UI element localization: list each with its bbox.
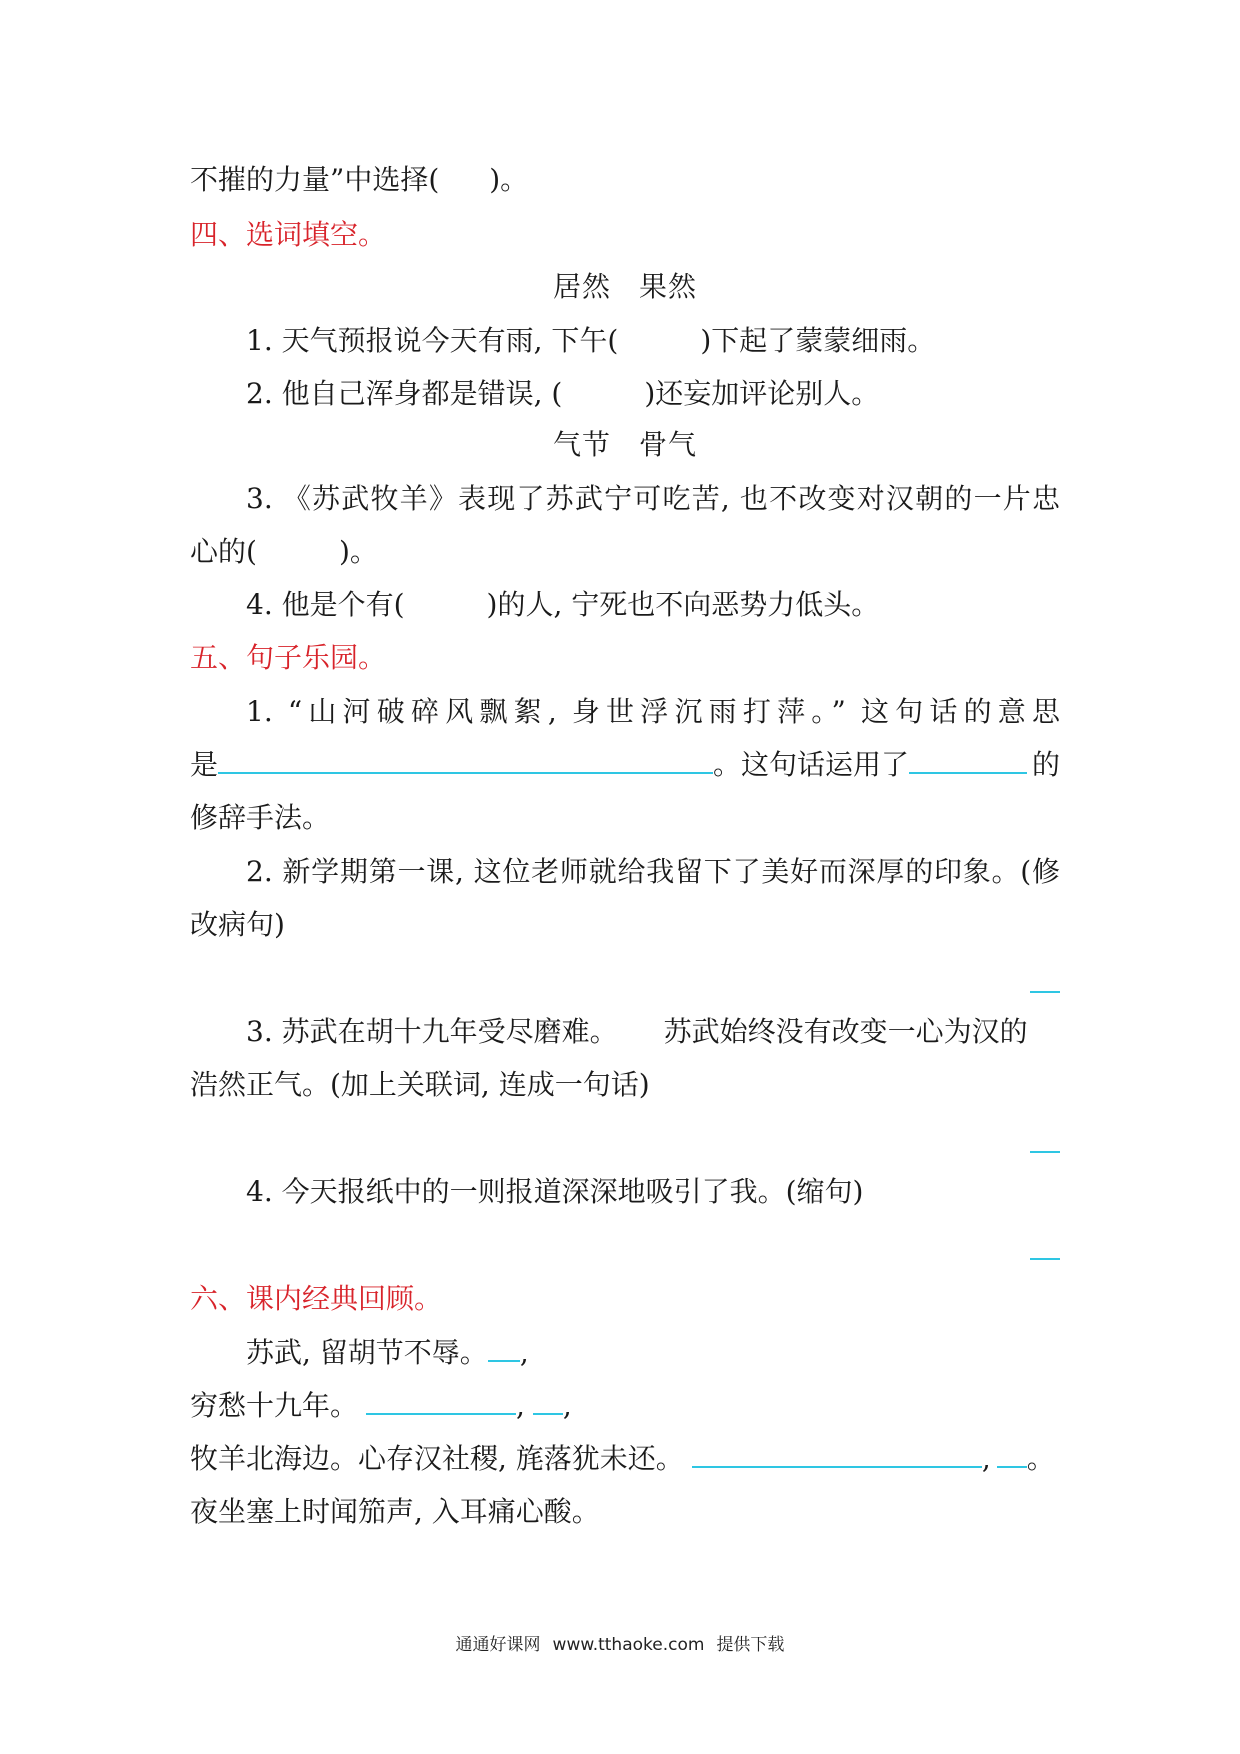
s4-q4-end: )的人, 宁死也不向恶势力低头。 — [486, 588, 880, 621]
s6-blank-4[interactable] — [692, 1438, 982, 1468]
s4-q3-line2 — [190, 530, 1060, 574]
s4-q4-text: 4. 他是个有( — [246, 588, 405, 621]
s6-line3-end: 。 — [1026, 1442, 1055, 1475]
s5-q1-line1: 1. “山河破碎风飘絮, 身世浮沉雨打萍。” 这句话的意思 — [246, 695, 1060, 728]
word-option: 居然 — [552, 270, 611, 303]
s5-q1-text-b: 。这句话运用了 — [713, 748, 910, 781]
s4-q3-line1: 3. 《苏武牧羊》表现了苏武宁可吃苦, 也不改变对汉朝的一片忠 — [246, 482, 1060, 515]
s4-q2 — [246, 372, 1060, 416]
q3-tail-text: 不摧的力量”中选择( — [190, 163, 440, 196]
s4-q4 — [246, 583, 1060, 627]
s5-q2-line1: 2. 新学期第一课, 这位老师就给我留下了美好而深厚的印象。(修 — [246, 855, 1060, 888]
word-choices-b — [190, 423, 1060, 467]
s5-q1-text-c: 的 — [1031, 748, 1060, 781]
word-option: 气节 — [552, 428, 611, 461]
s6-line3 — [190, 1437, 1060, 1481]
page-footer — [0, 1630, 1240, 1655]
s6-line1-text: 苏武, 留胡节不辱。 — [246, 1336, 488, 1369]
s6-blank-2[interactable] — [366, 1385, 516, 1415]
s6-blank-3[interactable] — [533, 1385, 563, 1415]
s5-q4-answer-line[interactable] — [1030, 1258, 1060, 1260]
word-option: 骨气 — [639, 428, 698, 461]
s6-line1-comma: , — [519, 1336, 529, 1369]
s5-q1-line3: 修辞手法。 — [190, 801, 331, 834]
s6-line2-comma-1: , — [516, 1389, 525, 1422]
s6-line4: 夜坐塞上时闻笳声, 入耳痛心酸。 — [190, 1495, 600, 1528]
s5-q3-line1 — [246, 1010, 1060, 1054]
s6-line3-text: 牧羊北海边。心存汉社稷, 旄落犹未还。 — [190, 1442, 684, 1475]
footer-url[interactable]: www.tthaoke.com — [552, 1635, 705, 1655]
s6-line2 — [190, 1384, 1060, 1428]
s4-q1-end: )下起了蒙蒙细雨。 — [700, 324, 936, 357]
s5-q3-text-a: 3. 苏武在胡十九年受尽磨难。 — [246, 1015, 618, 1048]
s5-q1-line2 — [190, 743, 1060, 787]
footer-note: 提供下载 — [716, 1635, 785, 1655]
s5-q1-rhetoric-blank[interactable] — [909, 744, 1027, 774]
s5-q2-line2: 改病句) — [190, 908, 285, 941]
s6-blank-1[interactable] — [488, 1332, 520, 1362]
s5-q2-answer-line[interactable] — [1030, 991, 1060, 993]
s5-q1-text-a: 是 — [190, 748, 219, 781]
s4-q3-text: 心的( — [190, 535, 257, 568]
s4-q2-text: 2. 他自己浑身都是错误, ( — [246, 377, 563, 410]
q3-tail-line — [190, 158, 1060, 202]
s6-blank-5[interactable] — [997, 1438, 1027, 1468]
s4-q1-text: 1. 天气预报说今天有雨, 下午( — [246, 324, 619, 357]
section6-title: 六、课内经典回顾。 — [190, 1282, 443, 1315]
section5-title: 五、句子乐园。 — [190, 641, 387, 674]
s6-line3-comma: , — [981, 1442, 991, 1475]
s4-q1 — [246, 319, 1060, 363]
s6-line2-text: 穷愁十九年。 — [190, 1389, 359, 1422]
s5-q1-meaning-blank[interactable] — [218, 744, 713, 774]
s6-line2-comma-2: , — [562, 1389, 572, 1422]
s5-q3-line2: 浩然正气。(加上关联词, 连成一句话) — [190, 1068, 650, 1101]
s5-q3-text-b: 苏武始终没有改变一心为汉的 — [663, 1015, 1028, 1048]
section4-title: 四、选词填空。 — [190, 218, 387, 251]
s5-q4-line1: 4. 今天报纸中的一则报道深深地吸引了我。(缩句) — [246, 1175, 864, 1208]
s6-line1 — [246, 1331, 1060, 1375]
word-option: 果然 — [639, 270, 698, 303]
footer-site-name: 通通好课网 — [455, 1635, 541, 1655]
s4-q3-end: )。 — [338, 535, 378, 568]
s5-q3-answer-line[interactable] — [1030, 1151, 1060, 1153]
q3-tail-end: )。 — [489, 163, 529, 196]
s4-q2-end: )还妄加评论别人。 — [644, 377, 880, 410]
word-choices-a — [190, 265, 1060, 309]
